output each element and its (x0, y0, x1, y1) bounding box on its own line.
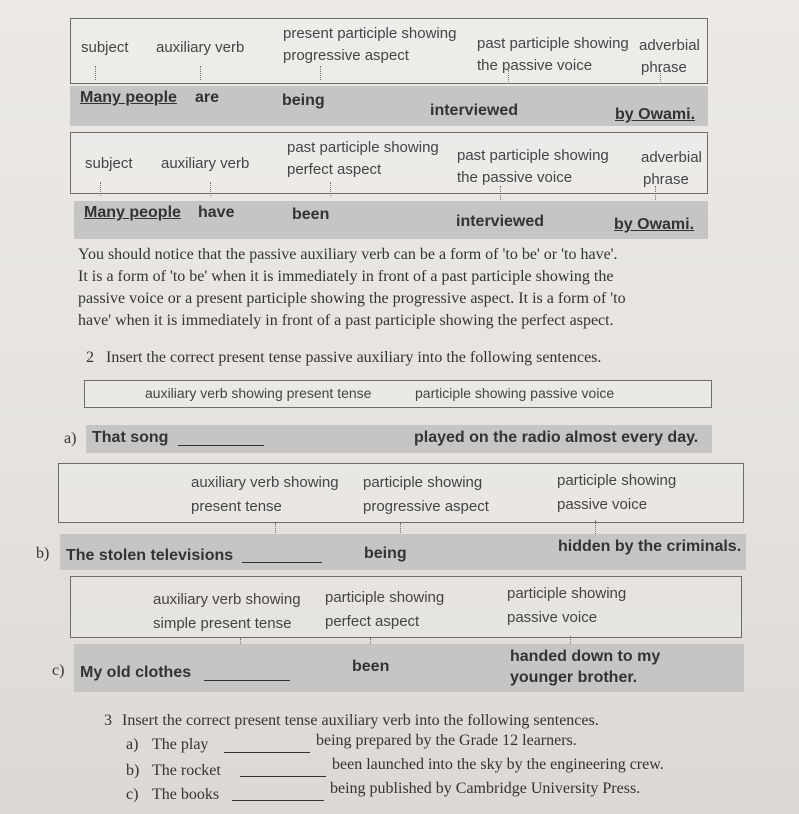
q3c-label: c) (126, 786, 139, 803)
header-past-participle-a1: past participle showing (287, 139, 439, 156)
q2c-answer-blank[interactable] (204, 664, 290, 681)
row-aux: have (198, 204, 235, 221)
row-subject: Many people (80, 89, 177, 106)
q2b-sentence-row (60, 534, 746, 570)
q3b-subject: The rocket (152, 762, 221, 779)
q2b-participle: being (364, 545, 407, 562)
header-present-participle-2: progressive aspect (283, 47, 409, 64)
row-participle: being (282, 92, 325, 109)
header-past-participle-1: past participle showing (477, 35, 629, 52)
header-adverbial-2: phrase (641, 59, 687, 76)
header-subject: subject (85, 155, 133, 172)
q2b-answer-blank[interactable] (242, 546, 322, 563)
q3a-rest: being prepared by the Grade 12 learners. (316, 732, 577, 749)
q2c-participle: been (352, 658, 390, 675)
header-aux: auxiliary verb (156, 39, 245, 56)
q2b-header-aux-1: auxiliary verb showing (191, 474, 339, 491)
paragraph-line: It is a form of 'to be' when it is immediately in front of a past participle showing the (78, 268, 614, 285)
header-adverbial-1: adverbial (641, 149, 702, 166)
q3-instruction: Insert the correct present tense auxiliary verb into the following sentences. (122, 712, 599, 729)
header-present-participle-1: present participle showing (283, 25, 457, 42)
q3c-subject: The books (152, 786, 220, 803)
table1-example-row (70, 86, 708, 126)
q2a-sentence-row (86, 425, 712, 453)
q2c-label: c) (52, 662, 65, 679)
header-past-participle-b2: the passive voice (457, 169, 573, 186)
row-adverbial: by Owami. (615, 106, 696, 123)
paragraph-line: You should notice that the passive auxiliary verb can be a form of 'to be' or 'to have'. (78, 246, 618, 263)
q2b-header-aux-2: present tense (191, 498, 282, 515)
header-past-participle-b1: past participle showing (457, 147, 609, 164)
q2c-header-pass-1: participle showing (507, 585, 627, 602)
q2b-header-pass-2: passive voice (557, 496, 648, 513)
row-aux: are (195, 89, 220, 106)
row-subject: Many people (84, 204, 181, 221)
q2a-rest: played on the radio almost every day. (414, 429, 699, 446)
q3a-answer-blank[interactable] (224, 738, 310, 753)
paragraph-line: have' when it is immediately in front of a past participle showing the perfect aspect. (78, 312, 614, 329)
q3b-rest: been launched into the sky by the engineering crew. (332, 756, 664, 773)
q2c-rest-2: younger brother. (510, 669, 638, 686)
q2b-subject: The stolen televisions (66, 547, 234, 564)
header-aux: auxiliary verb (161, 155, 250, 172)
q2a-header-box (84, 380, 712, 408)
q2a-header-participle: participle showing passive voice (415, 385, 615, 401)
q2a-subject: That song (92, 429, 169, 446)
q2b-header-box (58, 463, 744, 523)
q2c-header-pass-2: passive voice (507, 609, 598, 626)
q2c-header-part-2: perfect aspect (325, 613, 420, 630)
q2c-sentence-row (74, 644, 744, 692)
header-past-participle-2: the passive voice (477, 57, 593, 74)
row-adverbial: by Owami. (614, 216, 695, 233)
q2-instruction: Insert the correct present tense passive auxiliary into the following sentences. (106, 349, 602, 366)
table2-header-box (70, 132, 708, 194)
q2c-header-box (70, 576, 742, 638)
q3c-answer-blank[interactable] (232, 786, 324, 801)
q3b-answer-blank[interactable] (240, 762, 326, 777)
q2a-header-aux: auxiliary verb showing present tense (145, 385, 372, 401)
q3a-subject: The play (152, 736, 209, 753)
q2c-subject: My old clothes (80, 664, 192, 681)
header-past-participle-a2: perfect aspect (287, 161, 382, 178)
q3a-label: a) (126, 736, 139, 753)
q2b-header-part-1: participle showing (363, 474, 483, 491)
table1-header-box (70, 18, 708, 84)
header-adverbial-2: phrase (643, 171, 689, 188)
q3c-rest: being published by Cambridge University Press. (330, 780, 641, 797)
row-past-participle: interviewed (430, 102, 519, 119)
table2-example-row (74, 201, 708, 239)
row-past-participle: interviewed (456, 213, 545, 230)
q2b-label: b) (36, 545, 50, 562)
q3-number: 3 (104, 712, 112, 729)
q2b-header-pass-1: participle showing (557, 472, 677, 489)
q2b-header-part-2: progressive aspect (363, 498, 489, 515)
q3b-label: b) (126, 762, 140, 779)
header-subject: subject (81, 39, 129, 56)
q2a-label: a) (64, 430, 77, 447)
row-participle: been (292, 206, 330, 223)
q2-number: 2 (86, 349, 94, 366)
q2c-header-part-1: participle showing (325, 589, 445, 606)
paragraph-line: passive voice or a present participle showing the progressive aspect. It is a form of 'to (78, 290, 626, 307)
q2c-header-aux-2: simple present tense (153, 615, 292, 632)
header-adverbial-1: adverbial (639, 37, 700, 54)
q2c-header-aux-1: auxiliary verb showing (153, 591, 301, 608)
q2b-rest: hidden by the criminals. (558, 538, 742, 555)
q2a-answer-blank[interactable] (178, 429, 264, 446)
q2c-rest-1: handed down to my (510, 648, 661, 665)
